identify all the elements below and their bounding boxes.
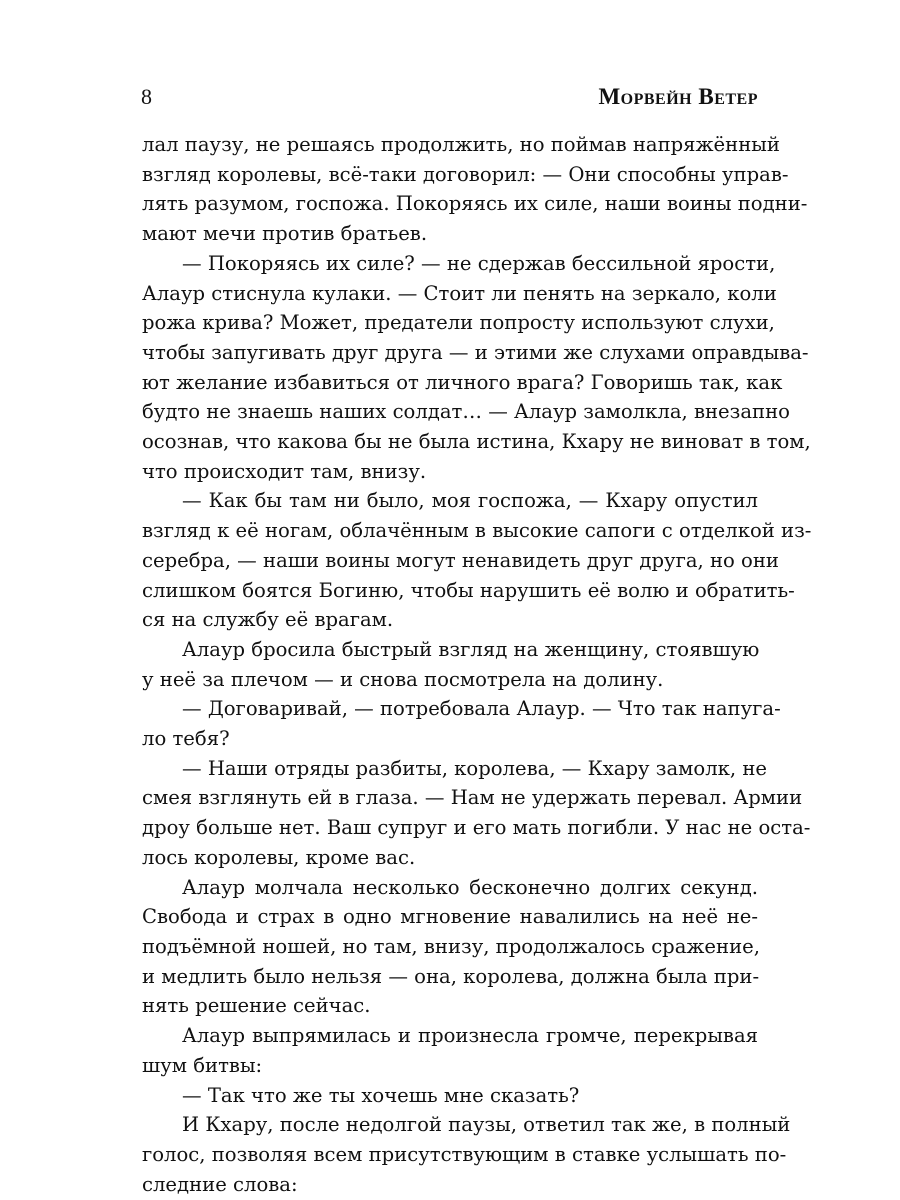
text-line: Алаур молчала несколько бесконечно долгих секунд.: [182, 875, 758, 899]
paragraph: [142, 249, 811, 487]
text-line: — Так что же ты хочешь мне сказать?: [182, 1083, 580, 1107]
paragraph: [142, 873, 758, 1022]
text-line: мают мечи против братьев.: [142, 222, 428, 246]
text-line: слишком боятся Богиню, чтобы нарушить её волю и обратить-: [142, 578, 795, 602]
text-line: Алаур бросила быстрый взгляд на женщину, стоявшую: [182, 637, 760, 661]
paragraph: [142, 754, 811, 873]
text-line: смея взглянуть ей в глаза. — Нам не удержать перевал. Армии: [142, 786, 803, 810]
text-line: лять разумом, госпожа. Покоряясь их силе, наши воины подни-: [142, 192, 808, 216]
text-line: ло тебя?: [142, 727, 230, 751]
text-line: шум битвы:: [142, 1053, 263, 1077]
text-line: голос, позволяя всем присутствующим в ставке услышать по-: [142, 1142, 787, 1166]
paragraph: [142, 130, 808, 249]
page-number: 8: [141, 84, 152, 109]
text-line: и медлить было нельзя — она, королева, должна была при-: [142, 964, 760, 988]
text-line: серебра, — наши воины могут ненавидеть друг друга, но они: [142, 548, 779, 572]
text-line: будто не знаешь наших солдат… — Алаур замолкла, внезапно: [142, 400, 790, 424]
text-line: ся на службу её врагам.: [142, 608, 394, 632]
paragraph: [142, 1021, 758, 1080]
paragraph: [142, 1110, 791, 1199]
text-line: лал паузу, не решаясь продолжить, но поймав напряжённый: [142, 133, 780, 156]
text-line: Алаур выпрямилась и произнесла громче, перекрывая: [182, 1024, 758, 1048]
paragraph: [142, 486, 812, 635]
text-line: Алаур стиснула кулаки. — Стоит ли пенять на зеркало, коли: [142, 281, 777, 305]
text-line: что происходит там, внизу.: [142, 459, 427, 483]
paragraph: [142, 694, 781, 753]
text-line: чтобы запугивать друг друга — и этими же слухами оправдыва-: [142, 340, 809, 364]
text-line: подъёмной ношей, но там, внизу, продолжалось сражение,: [142, 934, 760, 958]
text-line: нять решение сейчас.: [142, 994, 371, 1018]
paragraph: [142, 1081, 758, 1111]
text-line: дроу больше нет. Ваш супруг и его мать погибли. У нас не оста-: [142, 816, 811, 840]
text-line: — Покоряясь их силе? — не сдержав бессильной ярости,: [182, 251, 776, 275]
running-header-title: Морвейн Ветер: [598, 84, 758, 109]
text-line: — Договаривай, — потребовала Алаур. — Что так напуга-: [182, 697, 781, 721]
body-text: [142, 130, 812, 1199]
text-line: И Кхару, после недолгой паузы, ответил так же, в полный: [182, 1113, 791, 1137]
text-line: взгляд королевы, всё-таки договорил: — Они способны управ-: [142, 162, 789, 186]
text-line: следние слова:: [142, 1172, 298, 1196]
paragraph: [142, 635, 758, 694]
text-line: Свобода и страх в одно мгновение навалились на неё не-: [142, 905, 758, 929]
text-line: — Наши отряды разбиты, королева, — Кхару замолк, не: [182, 756, 767, 780]
text-line: рожа крива? Может, предатели попросту используют слухи,: [142, 311, 775, 335]
text-line: — Как бы там ни было, моя госпожа, — Кхару опустил: [182, 489, 758, 513]
text-line: ют желание избавиться от личного врага? Говоришь так, как: [142, 370, 783, 394]
text-line: лось королевы, кроме вас.: [142, 845, 416, 869]
text-line: у неё за плечом — и снова посмотрела на долину.: [142, 667, 664, 691]
text-line: взгляд к её ногам, облачённым в высокие сапоги с отделкой из-: [142, 519, 812, 543]
text-line: осознав, что какова бы не была истина, Кхару не виноват в том,: [142, 430, 811, 454]
